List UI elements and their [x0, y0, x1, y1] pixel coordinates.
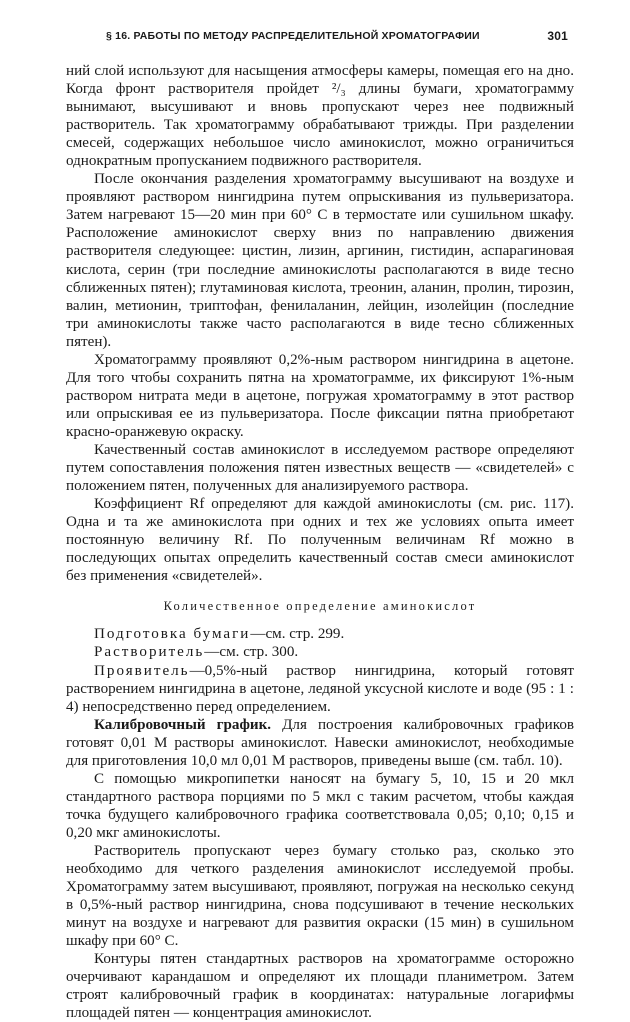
prep-developer: [66, 662, 574, 716]
paragraph: Качественный состав аминокислот в исследуемом растворе определяют путем сопоставления положения пятен известных веществ — «свидетелей» с положением пятен, полученных для анализируемого раствора.: [66, 441, 574, 495]
paragraph: Хроматограмму проявляют 0,2%-ным раствором нингидрина в ацетоне. Для того чтобы сохранить пятна на хроматограмме, их фиксируют 1%-ным раствором нитрата меди в ацетоне, погружая хроматограмму в этот раствор или опрыскивая ее из пульверизатора. После фиксации пятна приобретают красно-оранжевую окраску.: [66, 351, 574, 440]
prep-developer-text: —0,5%-ный раствор нингидрина, который готовят растворением нингидрина в ацетоне, ледяной уксусной кислоте и воде (95 : 1 : 4) непосредственно перед определением.: [66, 662, 574, 715]
running-header: [76, 26, 576, 46]
paragraph: После окончания разделения хроматограмму высушивают на воздухе и проявляют раствором нингидрина путем опрыскивания из пульверизатора. Затем нагревают 15—20 мин при 60° С в термостате или сушильном шкафу. Расположение аминокислот сверху вниз по направлению движения растворителя следующее: цистин, лизин, аргинин, гистидин, аспарагиновая кислота, серин (три последние аминокислоты располагаются в виде тесно сближенных пятен); глутаминовая кислота, треонин, аланин, пролин, тирозин, валин, метионин, триптофан, фенилаланин, лейцин, изолейцин (последние три аминокислоты также часто располагаются в виде тесно сближенных пятен).: [66, 171, 574, 350]
paragraph: С помощью микропипетки наносят на бумагу 5, 10, 15 и 20 мкл стандартного раствора порциями по 5 мкл с таким расчетом, чтобы каждая точка будущего калибровочного графика соответствовала 0,05; 0,10; 0,15 и 0,20 мкг аминокислоты.: [66, 770, 574, 841]
prep-developer-label: Проявитель: [94, 662, 190, 679]
calibration-label: Калибровочный график.: [94, 716, 272, 733]
prep-solvent: [66, 643, 574, 661]
running-title: § 16. РАБОТЫ ПО МЕТОДУ РАСПРЕДЕЛИТЕЛЬНОЙ ХРОМАТОГРАФИИ: [106, 30, 480, 42]
paragraph: Коэффициент Rf определяют для каждой аминокислоты (см. рис. 117). Одна и та же аминокислота при одних и тех же условиях опыта имеет постоянную величину Rf. По полученным величинам Rf можно в последующих опытах определить качественный состав смеси аминокислот без применения «свидетелей».: [66, 496, 574, 585]
paragraph: ний слой используют для насыщения атмосферы камеры, помещая его на дно. Когда фронт растворителя пройдет ²/₃ длины бумаги, хроматограмму вынимают, высушивают и вновь пропускают через нее подвижный растворитель. Так хроматограмму обрабатывают трижды. При разделении смесей, содержащих небольшое число аминокислот, можно ограничиться однократным пропусканием подвижного растворителя.: [66, 63, 574, 170]
paragraph: Контуры пятен стандартных растворов на хроматограмме осторожно очерчивают карандашом и определяют их площади планиметром. Затем строят калибровочный график в координатах: натуральные логарифмы площадей пятен — концентрация аминокислот.: [66, 951, 574, 1022]
page-number: 301: [547, 29, 568, 43]
section-subheading: Количественное определение аминокислот: [163, 599, 477, 614]
calibration-paragraph: [66, 716, 574, 770]
prep-solvent-text: —см. стр. 300.: [204, 644, 299, 661]
prep-paper: [66, 625, 574, 643]
prep-paper-text: —см. стр. 299.: [250, 626, 345, 643]
prep-paper-label: Подготовка бумаги: [94, 626, 251, 643]
prep-solvent-label: Растворитель: [94, 644, 205, 661]
page-body: [66, 62, 574, 1022]
calibration-text: Для построения калибровочных графиков готовят 0,01 М растворы аминокислот. Навески аминокислот, необходимые для приготовления 10,0 мл 0,01 М растворов, приведены выше (см. табл. 10).: [66, 716, 574, 769]
paragraph: Растворитель пропускают через бумагу столько раз, сколько это необходимо для четкого разделения аминокислот исследуемой пробы. Хроматограмму затем высушивают, проявляют, погружая на несколько секунд в 0,5%-ный раствор нингидрина, снова подсушивают в течение нескольких минут на воздухе и нагревают для развития окраски (15 мин) в сушильном шкафу при 60° С.: [66, 842, 574, 950]
